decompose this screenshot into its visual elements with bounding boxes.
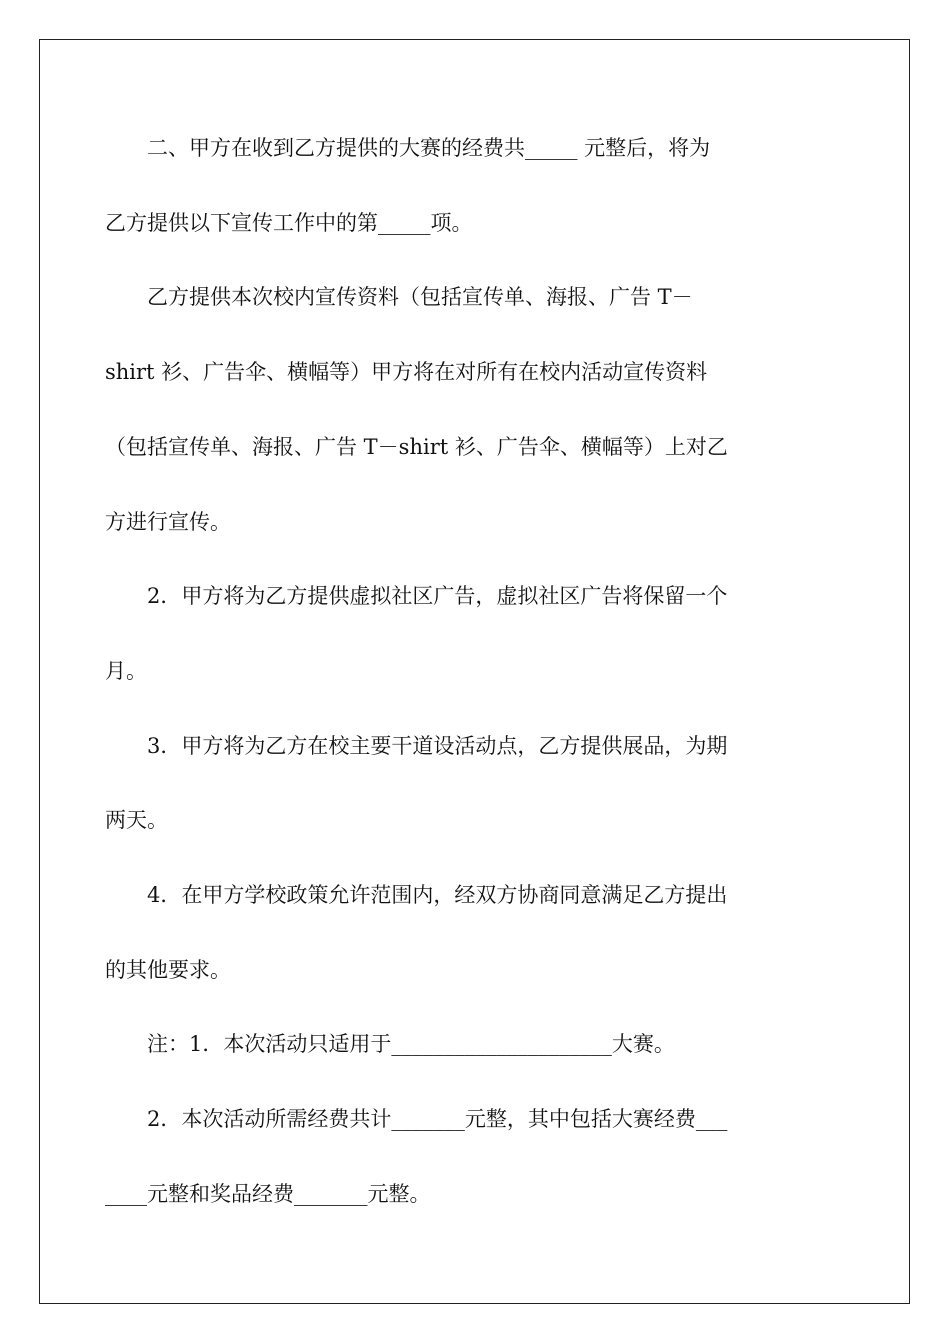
text-line: 两天。 — [105, 808, 168, 832]
text-line: 月。 — [105, 659, 147, 683]
text-line: （包括宣传单、海报、广告 T－shirt 衫、广告伞、横幅等）上对乙 — [105, 435, 728, 459]
text-line: 的其他要求。 — [105, 958, 231, 982]
text-line: 乙方提供以下宣传工作中的第_____项。 — [105, 211, 473, 235]
text-line: 3．甲方将为乙方在校主要干道设活动点，乙方提供展品，为期 — [105, 734, 728, 758]
text-line: shirt 衫、广告伞、横幅等）甲方将在对所有在校内活动宣传资料 — [105, 360, 708, 384]
text-line: 注：1．本次活动只适用于_____________________大赛。 — [105, 1032, 675, 1056]
text-line: 方进行宣传。 — [105, 510, 231, 534]
text-line: 乙方提供本次校内宣传资料（包括宣传单、海报、广告 T－ — [105, 285, 693, 309]
text-line: ____元整和奖品经费_______元整。 — [105, 1182, 431, 1206]
text-line: 4．在甲方学校政策允许范围内，经双方协商同意满足乙方提出 — [105, 883, 728, 907]
text-line: 2．甲方将为乙方提供虚拟社区广告，虚拟社区广告将保留一个 — [105, 584, 728, 608]
text-line: 二、甲方在收到乙方提供的大赛的经费共_____ 元整后，将为 — [105, 136, 711, 160]
text-line: 2．本次活动所需经费共计_______元整，其中包括大赛经费___ — [105, 1107, 728, 1131]
